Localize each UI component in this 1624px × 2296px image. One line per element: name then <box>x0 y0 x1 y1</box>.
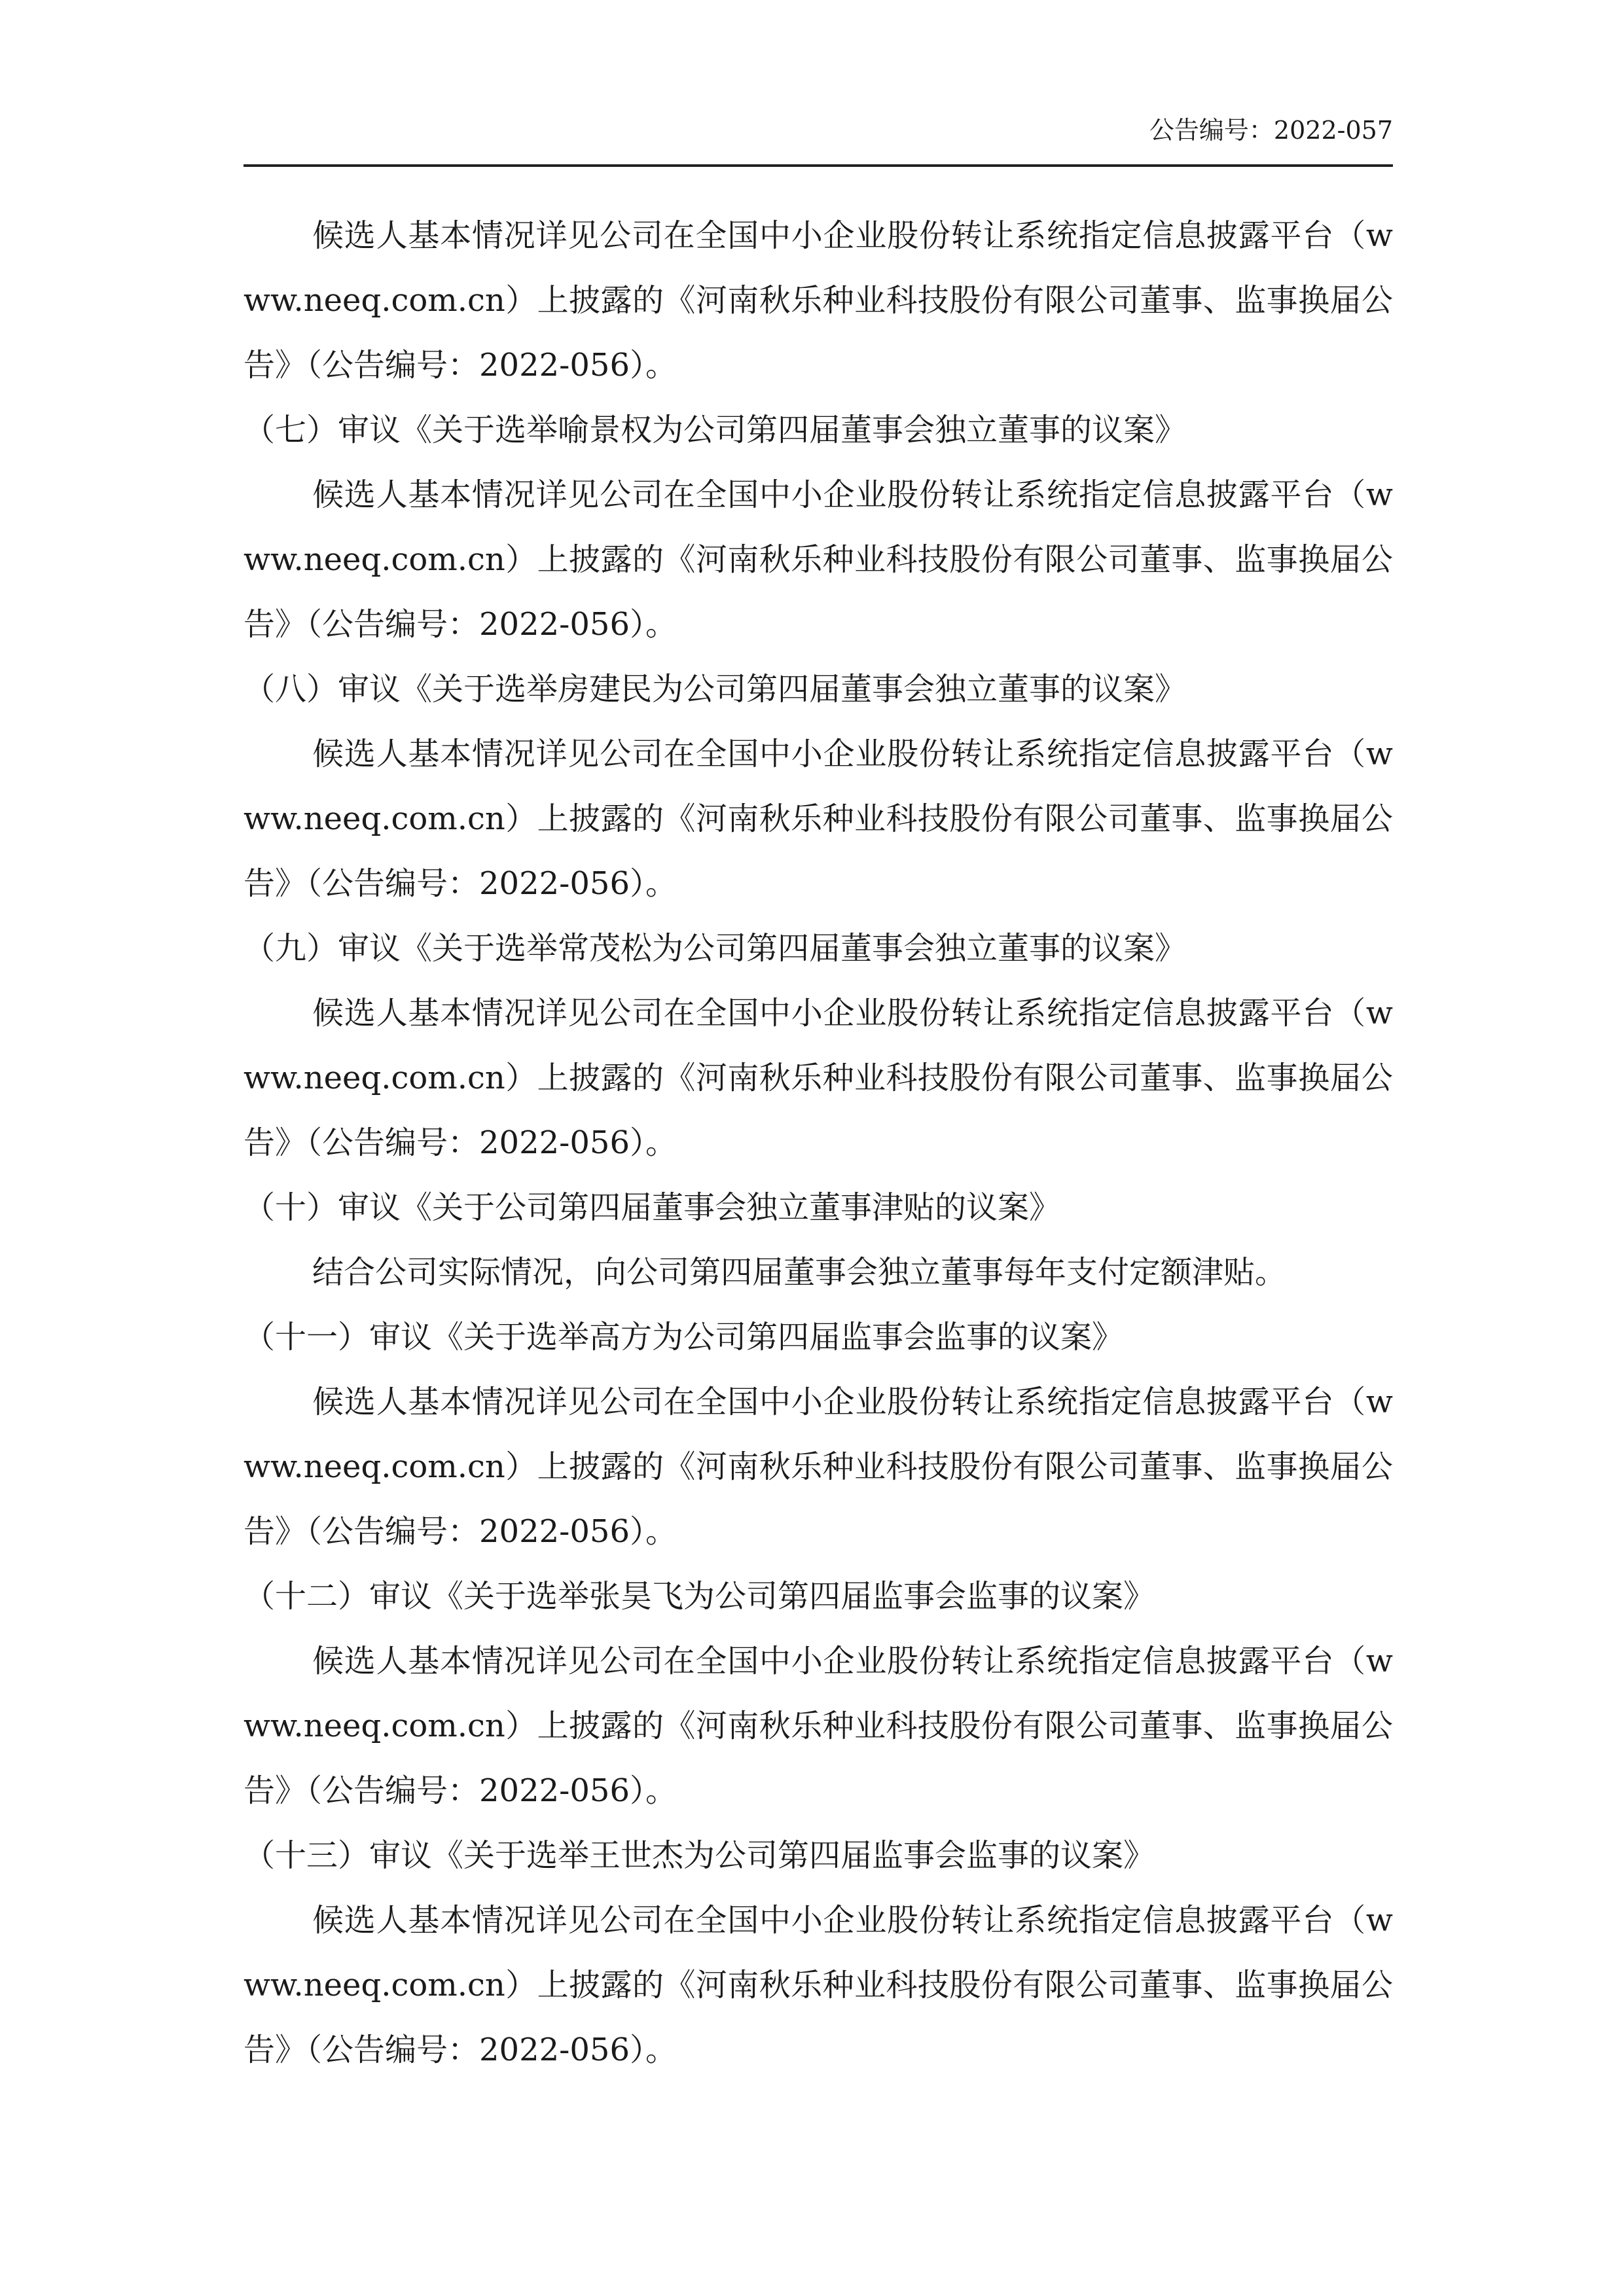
announcement-number: 公告编号：2022-057 <box>1149 116 1393 145</box>
section-body-continued: 候选人基本情况详见公司在全国中小企业股份转让系统指定信息披露平台（www.neeq.com.cn）上披露的《河南秋乐种业科技股份有限公司董事、监事换届公告》（公告编号：2022-056）。 <box>244 217 1393 384</box>
resolution-heading-13: （十三）审议《关于选举王世杰为公司第四届监事会监事的议案》 <box>244 1837 1155 1874</box>
resolution-heading-8: （八）审议《关于选举房建民为公司第四届董事会独立董事的议案》 <box>244 671 1187 708</box>
resolution-body-8: 候选人基本情况详见公司在全国中小企业股份转让系统指定信息披露平台（www.neeq.com.cn）上披露的《河南秋乐种业科技股份有限公司董事、监事换届公告》（公告编号：2022-056）。 <box>244 736 1393 902</box>
resolution-body-11: 候选人基本情况详见公司在全国中小企业股份转让系统指定信息披露平台（www.neeq.com.cn）上披露的《河南秋乐种业科技股份有限公司董事、监事换届公告》（公告编号：2022-056）。 <box>244 1384 1393 1550</box>
resolution-body-7: 候选人基本情况详见公司在全国中小企业股份转让系统指定信息披露平台（www.neeq.com.cn）上披露的《河南秋乐种业科技股份有限公司董事、监事换届公告》（公告编号：2022-056）。 <box>244 476 1393 643</box>
resolution-heading-7: （七）审议《关于选举喻景权为公司第四届董事会独立董事的议案》 <box>244 412 1187 448</box>
resolution-heading-9: （九）审议《关于选举常茂松为公司第四届董事会独立董事的议案》 <box>244 930 1187 967</box>
resolution-heading-12: （十二）审议《关于选举张昊飞为公司第四届监事会监事的议案》 <box>244 1578 1155 1615</box>
resolution-body-10: 结合公司实际情况，向公司第四届董事会独立董事每年支付定额津贴。 <box>312 1254 1287 1291</box>
resolution-body-9: 候选人基本情况详见公司在全国中小企业股份转让系统指定信息披露平台（www.neeq.com.cn）上披露的《河南秋乐种业科技股份有限公司董事、监事换届公告》（公告编号：2022-056）。 <box>244 995 1393 1161</box>
header-divider <box>244 164 1393 167</box>
resolution-heading-11: （十一）审议《关于选举高方为公司第四届监事会监事的议案》 <box>244 1319 1124 1355</box>
resolution-body-12: 候选人基本情况详见公司在全国中小企业股份转让系统指定信息披露平台（www.neeq.com.cn）上披露的《河南秋乐种业科技股份有限公司董事、监事换届公告》（公告编号：2022-056）。 <box>244 1643 1393 1809</box>
document-body <box>244 204 1393 2083</box>
resolution-body-13: 候选人基本情况详见公司在全国中小企业股份转让系统指定信息披露平台（www.neeq.com.cn）上披露的《河南秋乐种业科技股份有限公司董事、监事换届公告》（公告编号：2022-056）。 <box>244 1902 1393 2068</box>
resolution-heading-10: （十）审议《关于公司第四届董事会独立董事津贴的议案》 <box>244 1189 1061 1226</box>
